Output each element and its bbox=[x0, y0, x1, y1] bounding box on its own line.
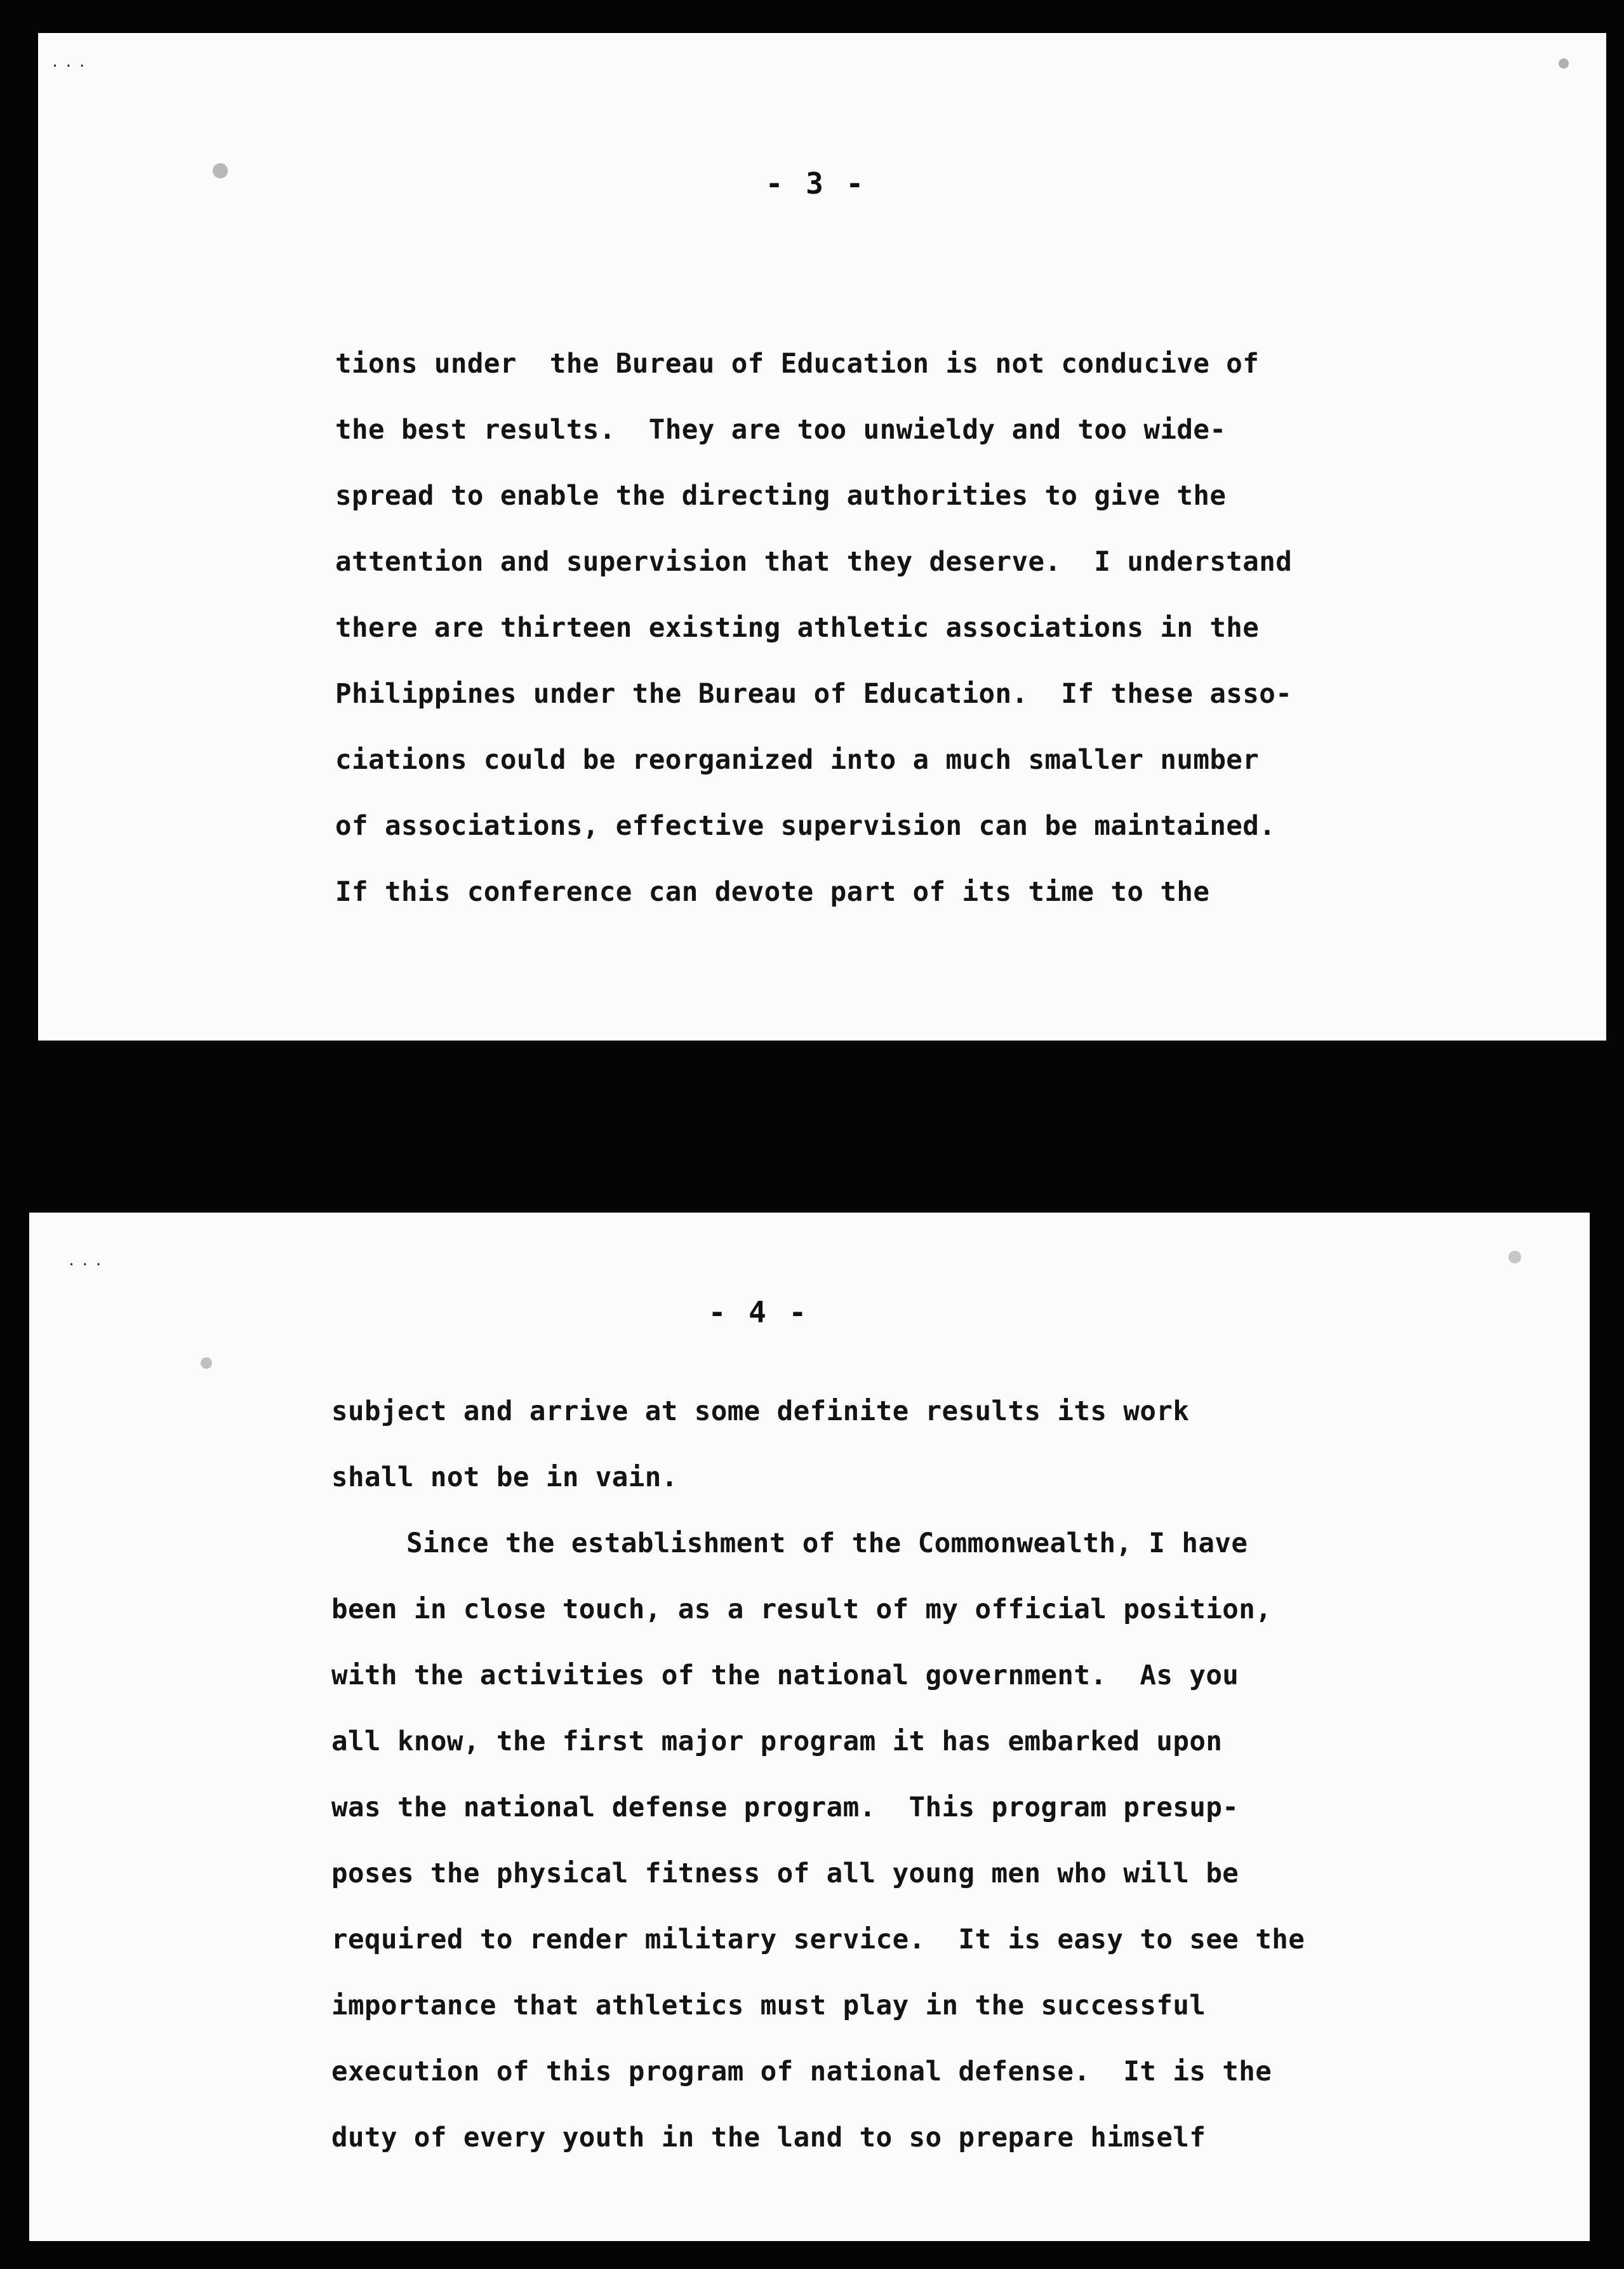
text-line: Philippines under the Bureau of Education. If these asso- bbox=[335, 679, 1293, 710]
text-line: was the national defense program. This program presup- bbox=[331, 1792, 1239, 1823]
ink-speck bbox=[201, 1357, 212, 1369]
text-line: duty of every youth in the land to so prepare himself bbox=[331, 2122, 1206, 2153]
text-line: of associations, effective supervision can be maintained. bbox=[335, 811, 1276, 842]
typewritten-page-4 bbox=[29, 1213, 1590, 2241]
ink-speck bbox=[1508, 1251, 1521, 1263]
text-line: been in close touch, as a result of my official position, bbox=[331, 1594, 1272, 1625]
page-text bbox=[331, 1379, 1305, 2171]
page-number: - 3 - bbox=[765, 166, 867, 201]
text-line: shall not be in vain. bbox=[331, 1462, 678, 1493]
corner-dots: ··· bbox=[51, 58, 91, 74]
text-line: ciations could be reorganized into a much smaller number bbox=[335, 745, 1260, 776]
corner-dots: ··· bbox=[67, 1257, 108, 1273]
text-line: subject and arrive at some definite results its work bbox=[331, 1396, 1190, 1427]
text-line: spread to enable the directing authorities to give the bbox=[335, 481, 1227, 512]
typewritten-page-3 bbox=[38, 33, 1606, 1041]
text-line: execution of this program of national defense. It is the bbox=[331, 2056, 1272, 2087]
text-line: importance that athletics must play in the successful bbox=[331, 1990, 1206, 2021]
text-line: attention and supervision that they deserve. I understand bbox=[335, 547, 1293, 578]
text-line: required to render military service. It is easy to see the bbox=[331, 1924, 1305, 1955]
text-line: the best results. They are too unwieldy and too wide- bbox=[335, 415, 1227, 446]
text-line: there are thirteen existing athletic associations in the bbox=[335, 613, 1260, 644]
text-line: tions under the Bureau of Education is not conducive of bbox=[335, 349, 1260, 380]
text-line: with the activities of the national government. As you bbox=[331, 1660, 1239, 1691]
page-number: - 4 - bbox=[708, 1295, 809, 1329]
text-line: poses the physical fitness of all young men who will be bbox=[331, 1858, 1239, 1889]
page-text bbox=[335, 331, 1292, 926]
text-line: Since the establishment of the Commonwealth, I have bbox=[406, 1528, 1248, 1559]
text-line: all know, the first major program it has embarked upon bbox=[331, 1726, 1223, 1757]
ink-speck bbox=[1559, 58, 1569, 69]
text-line: If this conference can devote part of its time to the bbox=[335, 877, 1210, 908]
